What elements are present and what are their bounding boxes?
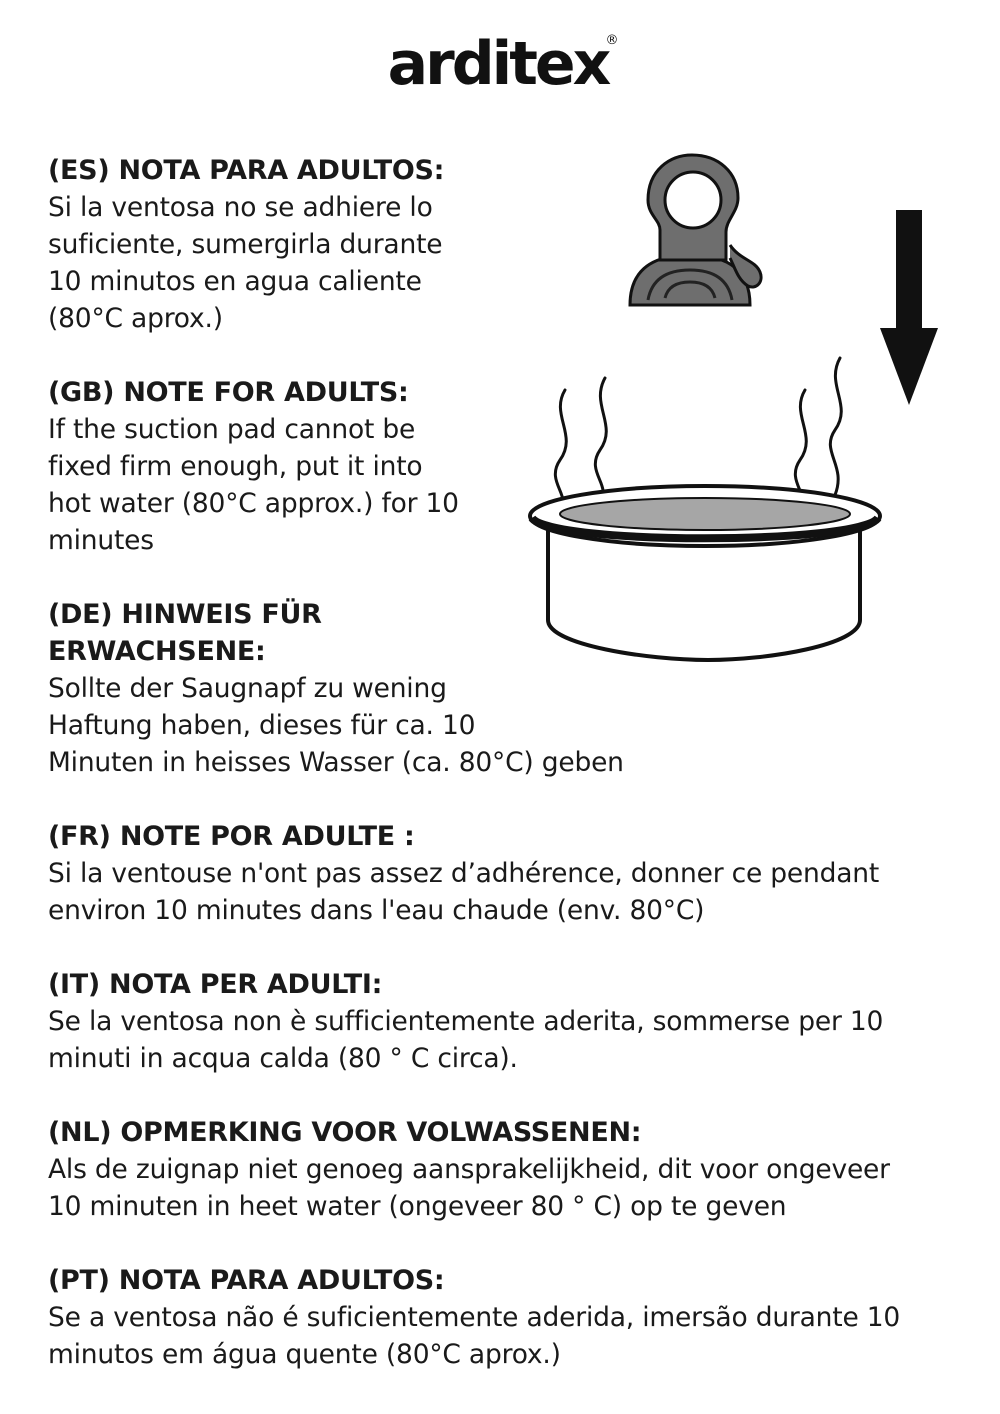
section-body-de: Sollte der Saugnapf zu wening Haftung haben, dieses für ca. 10 Minuten in heisses Wasser (ca. 80°C) geben (48, 673, 624, 778)
section-de (48, 596, 624, 781)
section-heading-pt: (PT) NOTA PARA ADULTOS: (48, 1265, 445, 1296)
brand-logo-text: arditex (387, 29, 609, 99)
registered-mark: ® (605, 33, 619, 48)
section-body-gb: If the suction pad cannot be fixed firm enough, put it into hot water (80°C approx.) for 10 minutes (48, 414, 459, 556)
suction-cup-icon (630, 155, 761, 305)
section-heading-de: (DE) HINWEIS FÜR ERWACHSENE: (48, 599, 322, 667)
section-body-pt: Se a ventosa não é suficientemente aderida, imersão durante 10 minutos em água quente (80°C aprox.) (48, 1302, 901, 1370)
section-fr (48, 818, 879, 929)
section-heading-es: (ES) NOTA PARA ADULTOS: (48, 155, 445, 186)
section-body-it: Se la ventosa non è sufficientemente aderita, sommerse per 10 minuti in acqua calda (80 ° C circa). (48, 1006, 884, 1074)
section-heading-nl: (NL) OPMERKING VOOR VOLWASSENEN: (48, 1117, 642, 1148)
down-arrow-icon (880, 210, 938, 405)
brand-logo (380, 22, 620, 102)
section-it (48, 966, 883, 1077)
section-body-fr: Si la ventouse n'ont pas assez d’adhérence, donner ce pendant environ 10 minutes dans l'eau chaude (env. 80°C) (48, 858, 880, 926)
section-heading-gb: (GB) NOTE FOR ADULTS: (48, 377, 409, 408)
section-body-nl: Als de zuignap niet genoeg aansprakelijkheid, dit voor ongeveer 10 minuten in heet water (ongeveer 80 ° C) op te geven (48, 1154, 890, 1222)
section-heading-fr: (FR) NOTE POR ADULTE : (48, 821, 415, 852)
section-pt (48, 1262, 900, 1373)
section-es (48, 152, 444, 337)
section-heading-it: (IT) NOTA PER ADULTI: (48, 969, 383, 1000)
section-gb (48, 374, 459, 559)
instruction-illustration (520, 150, 960, 670)
section-body-es: Si la ventosa no se adhiere lo suficiente, sumergirla durante 10 minutos en agua caliente (80°C aprox.) (48, 192, 443, 334)
section-nl (48, 1114, 890, 1225)
